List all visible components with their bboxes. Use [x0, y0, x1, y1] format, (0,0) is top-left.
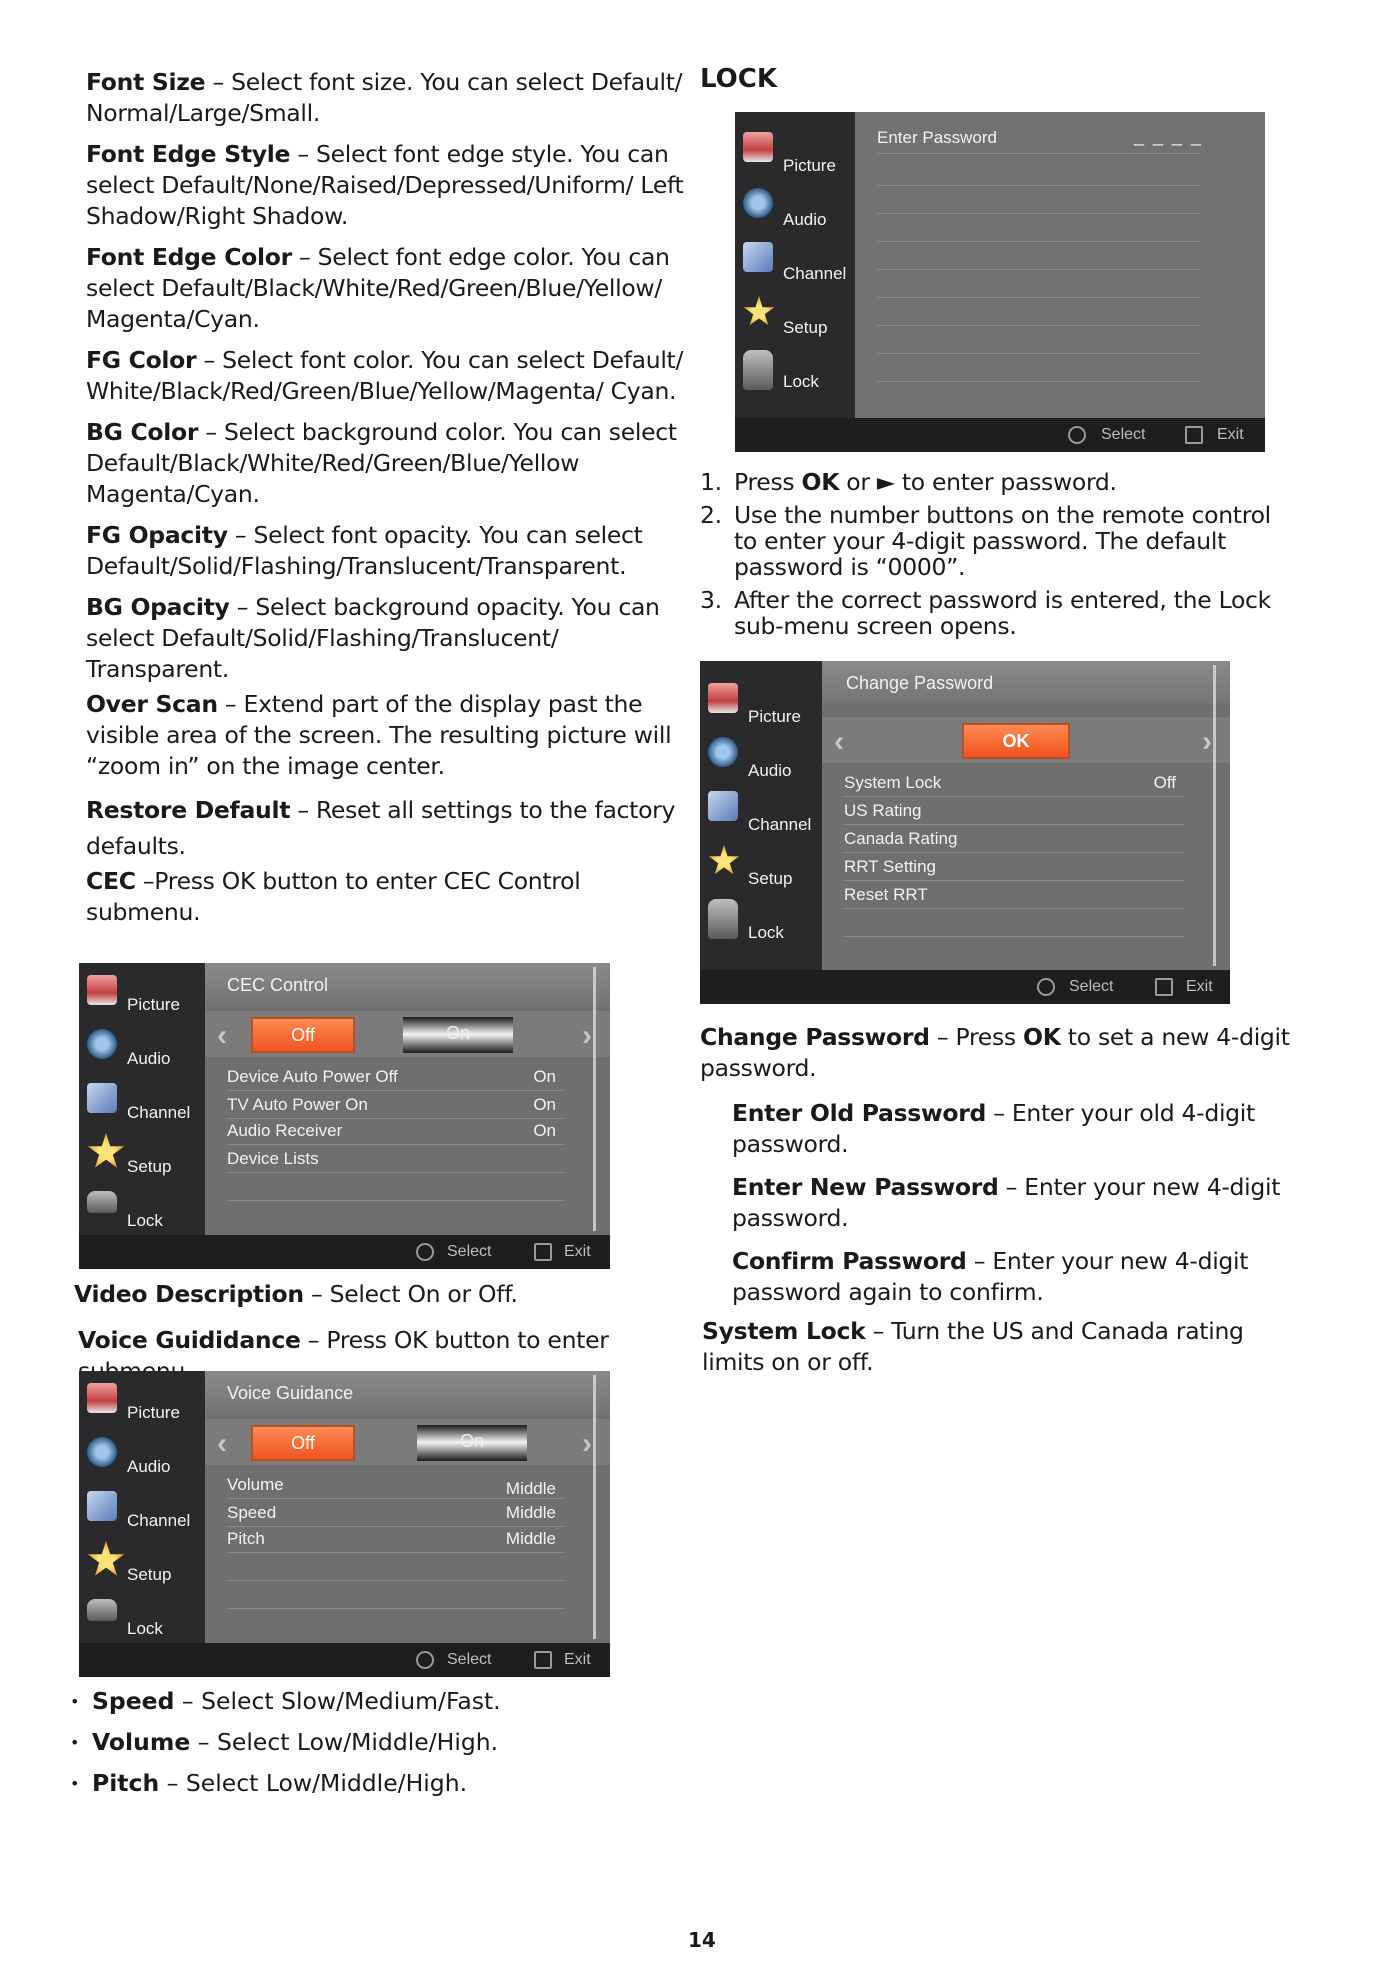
exit-label: Exit — [1217, 426, 1244, 443]
menu-title: CEC Control — [205, 963, 610, 1007]
setup-icon — [708, 845, 740, 877]
setup-icon — [87, 1541, 125, 1579]
change-password-text — [700, 1022, 1300, 1378]
exit-label: Exit — [564, 1651, 591, 1668]
menu-sidebar — [700, 661, 822, 970]
para-enter-old-password: Enter Old Password – Enter your old 4-digit password. — [732, 1099, 1255, 1158]
sidebar-item-lock[interactable]: Lock — [127, 1619, 163, 1638]
sidebar-item-picture[interactable]: Picture — [783, 156, 836, 175]
select-label: Select — [1101, 426, 1146, 443]
voice-bullets — [70, 1686, 670, 1809]
lock-icon — [708, 899, 738, 939]
para-change-password: Change Password – Press OK to set a new 4-digit password. — [700, 1023, 1290, 1082]
chevron-left-icon[interactable]: ‹ — [217, 1019, 227, 1052]
para-system-lock: System Lock – Turn the US and Canada rating limits on or off. — [702, 1317, 1244, 1376]
menu-row[interactable]: System Lock Off — [844, 769, 1184, 797]
menu-footer — [79, 1643, 610, 1677]
menu-row[interactable]: Reset RRT — [844, 881, 1184, 909]
picture-icon — [87, 1383, 117, 1413]
audio-icon — [708, 737, 738, 767]
sidebar-item-channel[interactable]: Channel — [783, 264, 847, 283]
menu-row[interactable]: Speed Middle — [227, 1499, 564, 1527]
chevron-right-icon[interactable]: › — [582, 1427, 592, 1460]
sidebar-item-lock[interactable]: Lock — [127, 1211, 163, 1230]
channel-icon — [743, 242, 773, 272]
chevron-right-icon[interactable]: › — [582, 1019, 592, 1052]
menu-row[interactable]: Device Auto Power Off On — [227, 1063, 564, 1091]
menu-row — [877, 326, 1201, 354]
sidebar-item-picture[interactable]: Picture — [127, 1403, 180, 1422]
voice-guidance-line: Voice Guididance – Press OK button to enter — [78, 1326, 609, 1354]
on-off-toggle — [205, 1419, 610, 1465]
menu-row[interactable]: RRT Setting — [844, 853, 1184, 881]
setup-icon — [743, 296, 775, 328]
audio-icon — [87, 1029, 117, 1059]
exit-label: Exit — [564, 1243, 591, 1260]
menu-row — [877, 298, 1201, 326]
on-button[interactable]: On — [403, 1017, 513, 1053]
exit-icon — [534, 1243, 552, 1261]
exit-label: Exit — [1186, 978, 1213, 995]
sidebar-item-picture[interactable]: Picture — [127, 995, 180, 1014]
select-icon — [416, 1243, 434, 1261]
off-button[interactable]: Off — [251, 1425, 355, 1461]
menu-sidebar — [735, 112, 855, 418]
off-button[interactable]: Off — [251, 1017, 355, 1053]
menu-row — [844, 909, 1184, 937]
para-font-edge-style: Font Edge Style – Select font edge style. You can select Default/None/Raised/Depressed/Uniform/ Left Shadow/Right Shadow. — [86, 140, 684, 230]
para-enter-new-password: Enter New Password – Enter your new 4-digit password. — [732, 1173, 1281, 1232]
channel-icon — [87, 1491, 117, 1521]
exit-icon — [1155, 978, 1173, 996]
menu-row[interactable]: Pitch Middle — [227, 1525, 564, 1553]
step-1: 1. Press OK or ► to enter password. — [700, 468, 1117, 496]
sidebar-item-audio[interactable]: Audio — [748, 761, 792, 780]
bullet-volume: • Volume – Select Low/Middle/High. — [70, 1727, 670, 1758]
menu-row[interactable]: TV Auto Power On On — [227, 1091, 564, 1119]
menu-row — [877, 270, 1201, 298]
ok-button[interactable]: OK — [962, 723, 1070, 759]
menu-title: Change Password — [822, 661, 1230, 705]
scrollbar[interactable] — [1213, 665, 1216, 966]
channel-icon — [708, 791, 738, 821]
menu-footer — [735, 418, 1265, 452]
menu-row[interactable]: Audio Receiver On — [227, 1117, 564, 1145]
channel-icon — [87, 1083, 117, 1113]
sidebar-item-audio[interactable]: Audio — [127, 1457, 171, 1476]
scrollbar[interactable] — [593, 1375, 596, 1639]
lock-icon — [87, 1191, 117, 1213]
menu-footer — [700, 970, 1230, 1004]
password-row[interactable]: Enter Password — [877, 124, 1201, 154]
sidebar-item-lock[interactable]: Lock — [748, 923, 784, 942]
cec-control-menu — [79, 963, 610, 1269]
para-font-edge-color: Font Edge Color – Select font edge color. You can select Default/Black/White/Red/Green/Blue/Yellow/ Magenta/Cyan. — [86, 243, 670, 333]
sidebar-item-setup[interactable]: Setup — [127, 1565, 172, 1584]
menu-row[interactable]: Canada Rating — [844, 825, 1184, 853]
menu-row — [227, 1173, 564, 1201]
sidebar-item-channel[interactable]: Channel — [127, 1511, 191, 1530]
sidebar-item-audio[interactable]: Audio — [127, 1049, 171, 1068]
select-label: Select — [1069, 978, 1114, 995]
menu-row — [877, 214, 1201, 242]
sidebar-item-audio[interactable]: Audio — [783, 210, 827, 229]
ok-row — [822, 717, 1230, 763]
picture-icon — [87, 975, 117, 1005]
exit-icon — [1185, 426, 1203, 444]
menu-row — [877, 242, 1201, 270]
chevron-left-icon[interactable]: ‹ — [217, 1427, 227, 1460]
select-icon — [416, 1651, 434, 1669]
step-3: 3. After the correct password is entered, the Lock sub-menu screen opens. — [700, 586, 1271, 640]
para-cec: CEC –Press OK button to enter CEC Control submenu. — [86, 867, 581, 926]
password-field[interactable]: _ _ _ _ — [1133, 126, 1203, 146]
sidebar-item-setup[interactable]: Setup — [748, 869, 793, 888]
select-label: Select — [447, 1243, 492, 1260]
bullet-pitch: • Pitch – Select Low/Middle/High. — [70, 1768, 670, 1799]
menu-row — [227, 1553, 564, 1581]
para-confirm-password: Confirm Password – Enter your new 4-digit password again to confirm. — [732, 1247, 1249, 1306]
on-off-toggle — [205, 1011, 610, 1057]
menu-footer — [79, 1235, 610, 1269]
select-icon — [1037, 978, 1055, 996]
lock-heading: LOCK — [700, 64, 777, 94]
picture-icon — [708, 683, 738, 713]
page-number: 14 — [688, 1928, 716, 1952]
step-2: 2. Use the number buttons on the remote control to enter your 4-digit password. The default password is “0000”. — [700, 501, 1271, 581]
para-fg-opacity: FG Opacity – Select font opacity. You can select Default/Solid/Flashing/Translucent/Transparent. — [86, 521, 643, 580]
audio-icon — [87, 1437, 117, 1467]
left-text-block — [86, 67, 686, 928]
menu-sidebar — [79, 1371, 205, 1643]
para-restore-default: Restore Default – Reset all settings to the factory defaults. — [86, 796, 676, 860]
menu-row[interactable]: Device Lists — [227, 1145, 564, 1173]
exit-icon — [534, 1651, 552, 1669]
para-bg-color: BG Color – Select background color. You can select Default/Black/White/Red/Green/Blue/Yellow Magenta/Cyan. — [86, 418, 677, 508]
on-button[interactable]: On — [417, 1425, 527, 1461]
menu-sidebar — [79, 963, 205, 1235]
picture-icon — [743, 132, 773, 162]
menu-row — [877, 186, 1201, 214]
voice-guidance-menu — [79, 1371, 610, 1677]
sidebar-item-channel[interactable]: Channel — [748, 815, 812, 834]
sidebar-item-setup[interactable]: Setup — [127, 1157, 172, 1176]
menu-row — [227, 1581, 564, 1609]
setup-icon — [87, 1133, 125, 1171]
lock-icon — [743, 350, 773, 390]
menu-row[interactable]: US Rating — [844, 797, 1184, 825]
lock-icon — [87, 1599, 117, 1621]
sidebar-item-picture[interactable]: Picture — [748, 707, 801, 726]
enter-password-menu — [735, 112, 1265, 452]
audio-icon — [743, 188, 773, 218]
video-description-line: Video Description – Select On or Off. — [74, 1280, 518, 1308]
menu-row — [877, 158, 1201, 186]
sidebar-item-setup[interactable]: Setup — [783, 318, 828, 337]
sidebar-item-lock[interactable]: Lock — [783, 372, 819, 391]
chevron-left-icon[interactable]: ‹ — [834, 725, 844, 758]
para-font-size: Font Size – Select font size. You can select Default/ Normal/Large/Small. — [86, 68, 683, 127]
lock-submenu — [700, 661, 1230, 1004]
bullet-speed: • Speed – Select Slow/Medium/Fast. — [70, 1686, 670, 1717]
select-icon — [1068, 426, 1086, 444]
chevron-right-icon[interactable]: › — [1202, 725, 1212, 758]
menu-row[interactable]: Volume Middle — [227, 1471, 564, 1499]
lock-steps — [700, 469, 1300, 646]
para-fg-color: FG Color – Select font color. You can select Default/ White/Black/Red/Green/Blue/Yellow/Magenta/ Cyan. — [86, 346, 684, 405]
sidebar-item-channel[interactable]: Channel — [127, 1103, 191, 1122]
menu-title: Voice Guidance — [205, 1371, 610, 1415]
scrollbar[interactable] — [593, 967, 596, 1231]
para-bg-opacity: BG Opacity – Select background opacity. You can select Default/Solid/Flashing/Translucent/ Transparent. — [86, 593, 660, 683]
menu-row — [877, 354, 1201, 382]
select-label: Select — [447, 1651, 492, 1668]
para-over-scan: Over Scan – Extend part of the display past the visible area of the screen. The resulting picture will “zoom in” on the image center. — [86, 690, 672, 780]
